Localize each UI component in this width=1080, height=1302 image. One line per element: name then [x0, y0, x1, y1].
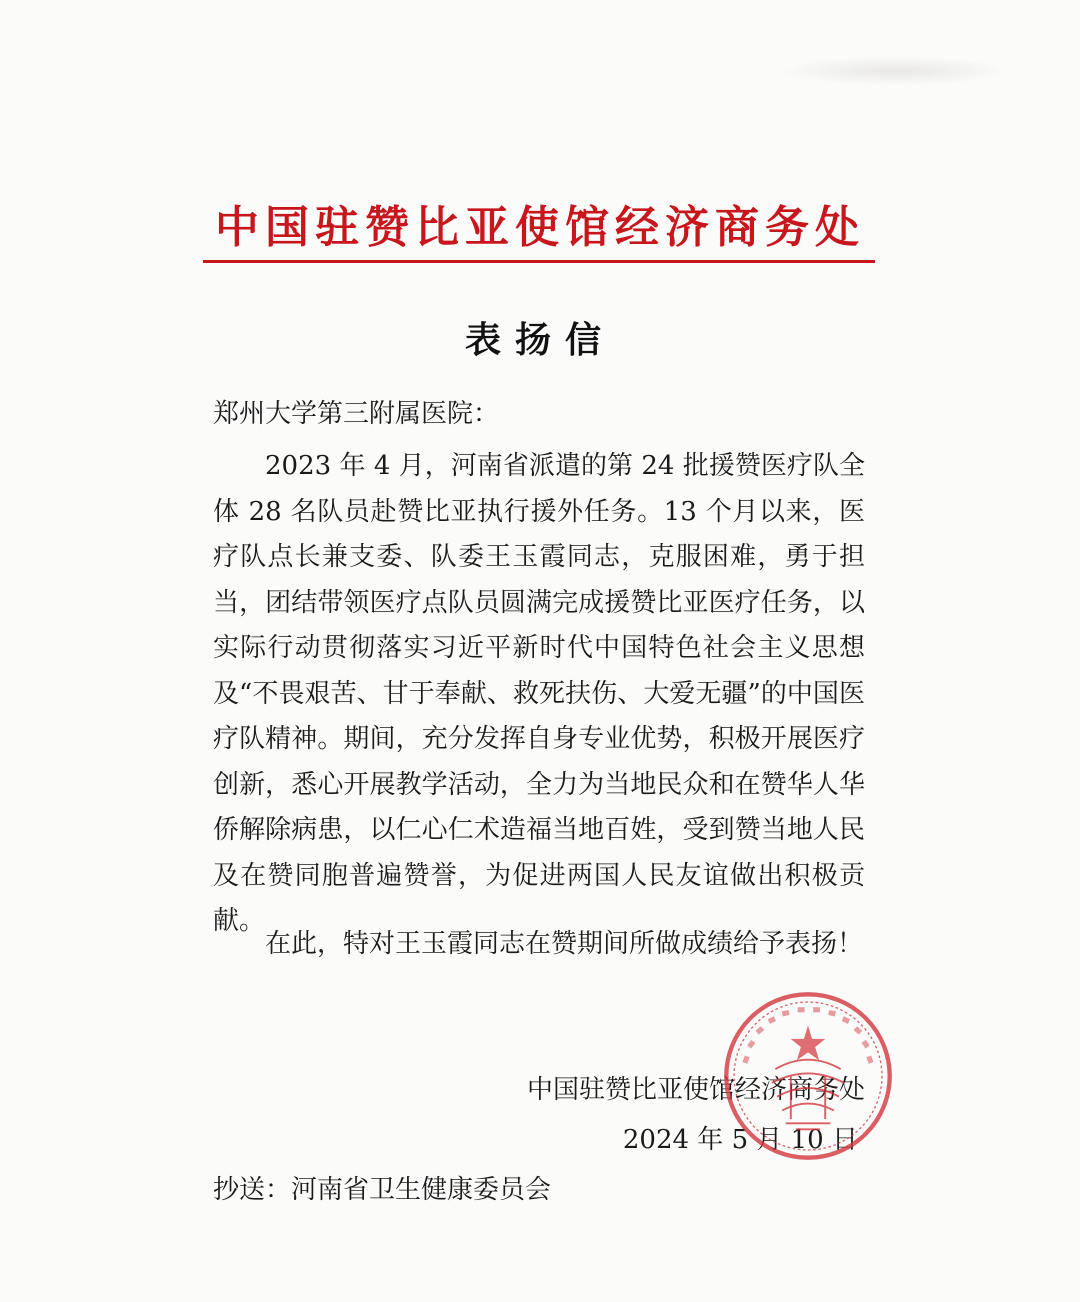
- letter-body: 2023 年 4 月，河南省派遣的第 24 批援赞医疗队全体 28 名队员赴赞比亚执行援外任务。13 个月以来，医疗队点长兼支委、队委王玉霞同志，克服困难，勇于担当，团结带领医疗点队员圆满完成援赞比亚医疗任务，以实际行动贯彻落实习近平新时代中国特色社会主义思想及“不畏艰苦、甘于奉献、救死扶伤、大爱无疆”的中国医疗队精神。期间，充分发挥自身专业优势，积极开展医疗创新，悉心开展教学活动，全力为当地民众和在赞华人华侨解除病患，以仁心仁术造福当地百姓，受到赞当地人民及在赞同胞普遍赞誉，为促进两国人民友谊做出积极贡献。: [213, 451, 865, 936]
- letter-salutation: 郑州大学第三附属医院：: [213, 399, 500, 429]
- letter-closing: 在此，特对王玉霞同志在赞期间所做成绩给予表扬！: [265, 929, 864, 959]
- paper-shading: [780, 56, 1010, 86]
- letter-cc: 抄送：河南省卫生健康委员会: [213, 1175, 552, 1205]
- letter-date: 2024 年 5 月 10 日: [622, 1125, 858, 1155]
- letter-title: 表扬信: [464, 320, 615, 361]
- letterhead-organization: 中国驻赞比亚使馆经济商务处: [215, 202, 865, 253]
- letterhead-red-rule: [203, 260, 875, 263]
- letter-signature: 中国驻赞比亚使馆经济商务处: [526, 1075, 865, 1105]
